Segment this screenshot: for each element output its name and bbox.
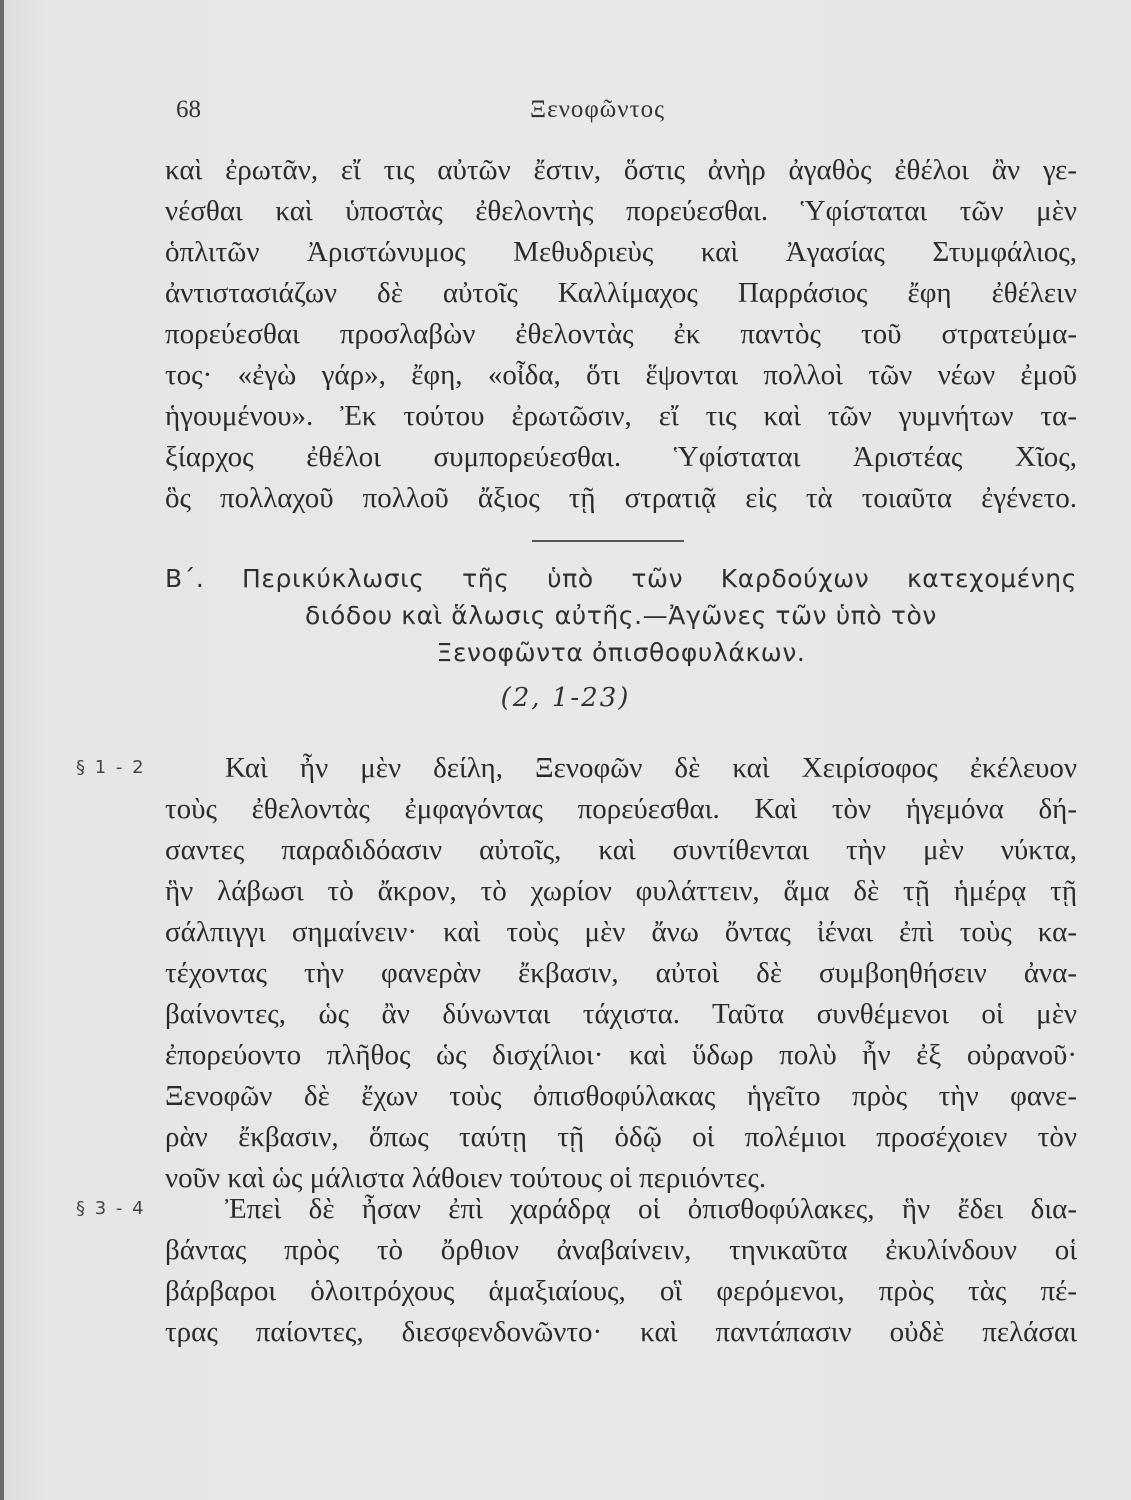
text-line: σαντες παραδιδόασιν αὐτοῖς, καὶ συντίθενται τὴν μὲν νύκτα, (165, 834, 1077, 866)
text-line: ἡγουμένου». Ἐκ τούτου ἐρωτῶσιν, εἴ τις καὶ τῶν γυμνήτων τα- (165, 400, 1077, 432)
text-line: ὁπλιτῶν Ἀριστώνυμος Μεθυδριεὺς καὶ Ἀγασίας Στυμφάλιος, (165, 236, 1077, 268)
section-divider (532, 540, 684, 542)
margin-section-ref: § 3 - 4 (76, 1198, 146, 1219)
text-line: βάρβαροι ὁλοιτρόχους ἁμαξιαίους, οἳ φερόμενοι, πρὸς τὰς πέ- (165, 1275, 1077, 1307)
text-line: ξίαρχος ἐθέλοι συμπορεύεσθαι. Ὑφίσταται Ἀριστέας Χῖος, (165, 441, 1077, 473)
text-line: Ξενοφῶν δὲ ἔχων τοὺς ὀπισθοφύλακας ἡγεῖτο πρὸς τὴν φανε- (165, 1080, 1077, 1112)
text-line: ρὰν ἔκβασιν, ὅπως ταύτῃ τῇ ὁδῷ οἱ πολέμιοι προσέχοιεν τὸν (165, 1121, 1077, 1153)
paragraph-section-3-4 (165, 1189, 1077, 1353)
text-line: ὃς πολλαχοῦ πολλοῦ ἄξιος τῇ στρατιᾷ εἰς τὰ τοιαῦτα ἐγένετο. (165, 482, 1077, 514)
section-title (165, 560, 1077, 671)
text-line: Καὶ ἦν μὲν δείλη, Ξενοφῶν δὲ καὶ Χειρίσοφος ἐκέλευον (225, 752, 1077, 784)
text-line: καὶ ἐρωτᾶν, εἴ τις αὐτῶν ἔστιν, ὅστις ἀνὴρ ἀγαθὸς ἐθέλοι ἂν γε- (165, 154, 1077, 186)
margin-section-ref: § 1 - 2 (76, 757, 146, 778)
text-line: τοὺς ἐθελοντὰς ἐμφαγόντας πορεύεσθαι. Καὶ τὸν ἡγεμόνα δή- (165, 793, 1077, 825)
paragraph-section-1-2 (165, 748, 1077, 1199)
text-line: τος· «ἐγὼ γάρ», ἔφη, «οἶδα, ὅτι ἕψονται πολλοὶ τῶν νέων ἐμοῦ (165, 359, 1077, 391)
top-paragraph (165, 150, 1077, 519)
text-line: ἣν λάβωσι τὸ ἄκρον, τὸ χωρίον φυλάττειν, ἅμα δὲ τῇ ἡμέρᾳ τῇ (165, 875, 1077, 907)
text-line: νέσθαι καὶ ὑποστὰς ἐθελοντὴς πορεύεσθαι. Ὑφίσταται τῶν μὲν (165, 195, 1077, 227)
text-line: πορεύεσθαι προσλαβὼν ἐθελοντὰς ἐκ παντὸς τοῦ στρατεύμα- (165, 318, 1077, 350)
chapter-reference: (2, 1-23) (500, 683, 631, 713)
text-line: τέχοντας τὴν φανερὰν ἔκβασιν, αὐτοὶ δὲ συμβοηθήσειν ἀνα- (165, 957, 1077, 989)
text-line: βαίνοντες, ὡς ἂν δύνωνται τάχιστα. Ταῦτα συνθέμενοι οἱ μὲν (165, 998, 1077, 1030)
page-number: 68 (176, 96, 201, 123)
text-line: τρας παίοντες, διεσφενδονῶντο· καὶ παντάπασιν οὐδὲ πελάσαι (165, 1316, 1077, 1348)
running-head: Ξενοφῶντος (530, 96, 666, 123)
text-line: ἐπορεύοντο πλῆθος ὡς δισχίλιοι· καὶ ὕδωρ πολὺ ἦν ἐξ οὐρανοῦ· (165, 1039, 1077, 1071)
text-line: σάλπιγγι σημαίνειν· καὶ τοὺς μὲν ἄνω ὄντας ἰέναι ἐπὶ τοὺς κα- (165, 916, 1077, 948)
text-line: νοῦν καὶ ὡς μάλιστα λάθοιεν τούτους οἱ περιιόντες. (165, 1162, 767, 1194)
page-header (0, 96, 1131, 136)
section-title-line: Β΄. Περικύκλωσις τῆς ὑπὸ τῶν Καρδούχων κατεχομένης (165, 564, 1077, 593)
section-title-line: διόδου καὶ ἅλωσις αὐτῆς.—Ἀγῶνες τῶν ὑπὸ τὸν (305, 601, 937, 630)
section-title-line: Ξενοφῶντα ὀπισθοφυλάκων. (436, 638, 806, 667)
text-line: Ἐπεὶ δὲ ἦσαν ἐπὶ χαράδρᾳ οἱ ὀπισθοφύλακες, ἣν ἔδει δια- (225, 1193, 1077, 1225)
page-edge-shadow (0, 0, 4, 1500)
text-line: βάντας πρὸς τὸ ὄρθιον ἀναβαίνειν, τηνικαῦτα ἐκυλίνδουν οἱ (165, 1234, 1077, 1266)
text-line: ἀντιστασιάζων δὲ αὐτοῖς Καλλίμαχος Παρράσιος ἔφη ἐθέλειν (165, 277, 1077, 309)
